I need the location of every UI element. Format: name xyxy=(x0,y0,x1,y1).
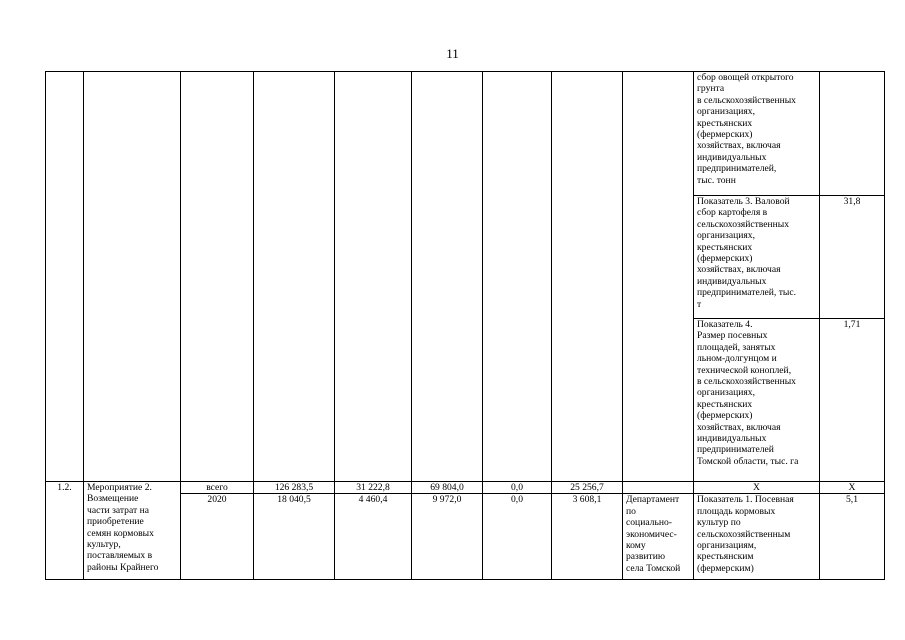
blank-cell xyxy=(181,72,254,482)
blank-cell xyxy=(84,72,181,482)
indicator-value: 31,8 xyxy=(820,196,885,319)
blank-cell xyxy=(46,72,84,482)
indicator-cell: Х xyxy=(694,482,820,494)
federal-cell: 31 222,8 xyxy=(335,482,412,494)
table-row xyxy=(46,72,885,196)
sum-cell: 18 040,5 xyxy=(254,494,335,580)
indicator-cell: Показатель 1. Посевная площадь кормовых культур по сельскохозяйственным организациям, крестьянским (фермерским) xyxy=(694,494,820,580)
blank-cell xyxy=(483,72,552,482)
indicator-value: Х xyxy=(820,482,885,494)
indicator-cell: Показатель 3. Валовой сбор картофеля в сельскохозяйственных организациях, крестьянских (фермерских) хозяйствах, включая индивидуальных предпринимателей, тыс. т xyxy=(694,196,820,319)
other-cell: 25 256,7 xyxy=(552,482,623,494)
measure-name: Мероприятие 2. Возмещение части затрат на приобретение семян кормовых культур, поставляемых в районы Крайнего xyxy=(84,482,181,580)
program-table xyxy=(45,71,885,580)
regional-cell: 69 804,0 xyxy=(412,482,483,494)
blank-cell xyxy=(623,72,694,482)
blank-cell xyxy=(254,72,335,482)
blank-cell xyxy=(335,72,412,482)
federal-cell: 4 460,4 xyxy=(335,494,412,580)
indicator-cell: Показатель 4. Размер посевных площадей, занятых льном-долгунцом и технической коноплей, в сельскохозяйственных организациях, крестьянских (фермерских) хозяйствах, включая индивидуальных предпринимателей Томской области, тыс. га xyxy=(694,319,820,482)
blank-cell xyxy=(412,72,483,482)
indicator-cell: сбор овощей открытого грунта в сельскохозяйственных организациях, крестьянских (фермерских) хозяйствах, включая индивидуальных предпринимателей, тыс. тонн xyxy=(694,72,820,196)
local-cell: 0,0 xyxy=(483,482,552,494)
sum-cell: 126 283,5 xyxy=(254,482,335,494)
local-cell: 0,0 xyxy=(483,494,552,580)
blank-cell xyxy=(552,72,623,482)
indicator-value: 1,71 xyxy=(820,319,885,482)
other-cell: 3 608,1 xyxy=(552,494,623,580)
period-cell: 2020 xyxy=(181,494,254,580)
table-row xyxy=(46,482,885,494)
executor-cell: Департамент по социально- экономичес- кому развитию села Томской xyxy=(623,494,694,580)
indicator-value: 5,1 xyxy=(820,494,885,580)
regional-cell: 9 972,0 xyxy=(412,494,483,580)
page-number: 11 xyxy=(446,46,459,61)
indicator-value xyxy=(820,72,885,196)
period-cell: всего xyxy=(181,482,254,494)
executor-cell xyxy=(623,482,694,494)
row-number: 1.2. xyxy=(46,482,84,580)
